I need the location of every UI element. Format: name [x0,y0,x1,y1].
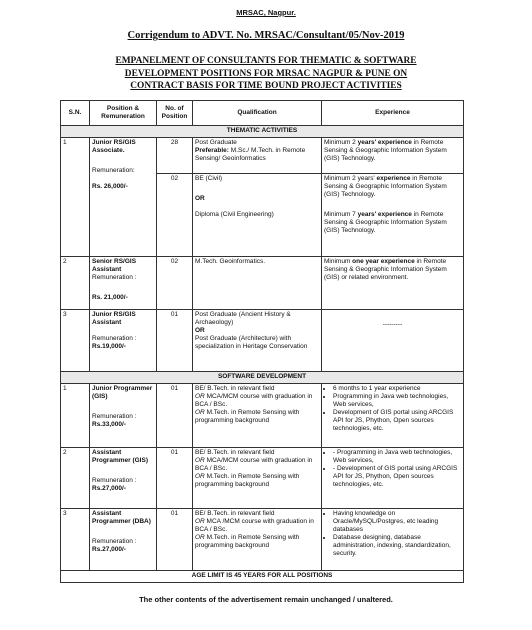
experience-list [324,385,461,433]
qualification-emphasis: Preferable: [195,147,229,154]
row-qualification [193,448,322,509]
position-title: Junior RS/GIS Assistant [92,311,136,326]
qualification-line: Post Graduate [195,139,237,146]
header-qualification: Qualification [193,101,322,126]
table-row [61,509,464,571]
or-label: OR [195,195,205,202]
positions-table [60,100,464,583]
row-sn: 2 [61,257,90,310]
qualification-line: BE/ B.Tech. in relevant field [195,385,275,392]
list-item: • - Development of GIS portal using ARCGIS API for JS, Phython, Open sources technologies, etc. [333,465,461,489]
advertisement-heading [70,55,462,93]
experience-emphasis: years' experience [357,139,412,146]
or-label: OR [195,327,205,334]
experience-block [324,211,461,235]
row-qualification [193,310,322,372]
remuneration-value: Rs.19,000/- [92,343,126,350]
row-qualification [193,174,322,257]
remuneration-value: Rs. 21,000/- [92,294,128,301]
qualification-text: MCA/MCM course with graduation in BCA / BSc. [195,457,313,472]
heading-line-1: EMPANELMENT OF CONSULTANTS FOR THEMATIC & SOFTWARE [115,56,417,66]
header-experience: Experience [322,101,464,126]
row-experience [322,509,464,571]
qualification-text: M.Sc./ M.Tech. in Remote Sensing/ Geoinformatics [195,147,306,162]
experience-text: --------- [382,321,403,328]
experience-text: in Remote Sensing & Geographic Information System (GIS) Technology. [324,139,447,162]
experience-text: Minimum 2 years' [324,175,377,182]
position-title: Junior Programmer (GIS) [92,385,153,400]
qualification-line [195,473,319,489]
row-no-of-position: 01 [157,384,193,448]
row-position [90,384,157,448]
row-experience [322,384,464,448]
qualification-line: Post Graduate (Architecture) with specialization in Heritage Conservation [195,335,308,350]
qualification-line: BE/ B.Tech. in relevant field [195,510,275,517]
header-position: Position & Remuneration [90,101,157,126]
table-row [61,138,464,174]
experience-text: Minimum 7 [324,211,358,218]
row-position [90,257,157,310]
row-position [90,509,157,571]
section-software: SOFTWARE DEVELOPMENT [61,372,464,384]
header-sn: S.N. [61,101,90,126]
table-row [61,257,464,310]
row-no-of-position: 01 [157,448,193,509]
experience-block [324,175,461,199]
qualification-text: MCA /MCM course with graduation in BCA / BSc. [195,518,314,533]
position-title: Assistant Programmer (DBA) [92,510,151,525]
qualification-text: M.Tech. in Remote Sensing with programming background [195,534,300,549]
row-experience [322,174,464,257]
corrigendum-title: Corrigendum to ADVT. No. MRSAC/Consultant/05/Nov-2019 [127,30,405,41]
or-label: OR [195,473,205,480]
qualification-text: MCA/MCM course with graduation in BCA / BSc. [195,393,313,408]
row-qualification [193,384,322,448]
row-qualification [193,138,322,174]
section-thematic: THEMATIC ACTIVITIES [61,126,464,138]
qualification-line: Post Graduate (Ancient History & Archaeology) [195,311,291,326]
or-label: OR [195,409,205,416]
experience-emphasis: years' experience [357,211,412,218]
age-limit-row: AGE LIMIT IS 45 YEARS FOR ALL POSITIONS [61,571,464,583]
row-no-of-position: 28 [157,138,193,174]
table-row [61,448,464,509]
row-experience [322,310,464,372]
position-title: Junior RS/GIS Associate. [92,139,136,154]
table-row [61,384,464,448]
qualification-text: M.Tech. in Remote Sensing with programming background [195,473,300,488]
remuneration-value: Rs. 26,000/- [92,183,128,190]
row-experience [322,257,464,310]
qualification-line [195,518,319,534]
row-sn: 1 [61,138,90,257]
row-sn: 2 [61,448,90,509]
or-label: OR [195,457,205,464]
experience-text: Minimum [324,258,353,265]
position-title: Senior RS/GIS Assistant [92,258,137,273]
heading-line-3: CONTRACT BASIS FOR TIME BOUND PROJECT ACTIVITIES [130,81,402,91]
qualification-line [195,534,319,550]
qualification-line: BE/ B.Tech. in relevant field [195,449,275,456]
row-sn: 3 [61,509,90,571]
row-sn: 3 [61,310,90,372]
experience-emphasis: one year experience [352,258,415,265]
remuneration-label: Remuneration: [92,167,135,174]
list-item: • - Programming in Java web technologies, Web services, [333,449,461,465]
table-header-row [61,101,464,126]
or-label: OR [195,534,205,541]
list-item: • Development of GIS portal using ARCGIS API for JS, Phython, Open sources technologies, etc. [333,409,461,433]
row-no-of-position: 02 [157,257,193,310]
remuneration-label: Remuneration : [92,538,137,545]
list-item: • Having knowledge on Oracle/MySQL/Postgres, etc leading databases [333,510,461,534]
row-qualification [193,509,322,571]
table-row [61,310,464,372]
row-qualification: M.Tech. Geoinformatics. [193,257,322,310]
qualification-line [195,409,319,425]
row-no-of-position: 01 [157,509,193,571]
header-no-of-position: No. of Position [157,101,193,126]
remuneration-label: Remuneration : [92,274,137,281]
or-label: OR [195,518,205,525]
heading-line-2: DEVELOPMENT POSITIONS FOR MRSAC NAGPUR & PUNE ON [124,68,408,79]
qualification-line: BE (Civil) [195,175,223,182]
experience-text: in Remote Sensing & Geographic Information System (GIS) Technology. [324,175,447,198]
experience-emphasis: experience [376,175,411,182]
remuneration-label: Remuneration : [92,335,137,342]
experience-text: Minimum 2 [324,139,358,146]
list-item: • 6 months to 1 year experience [333,385,461,393]
row-position [90,138,157,257]
experience-list [324,510,461,558]
row-experience [322,448,464,509]
row-no-of-position: 02 [157,174,193,257]
organization-name: MRSAC, Nagpur. [236,8,296,17]
experience-text: in Remote Sensing & Geographic Information System (GIS) Technology. [324,211,447,234]
row-position [90,448,157,509]
row-experience [322,138,464,174]
or-label: OR [195,393,205,400]
qualification-line [195,393,319,409]
row-no-of-position: 01 [157,310,193,372]
list-item: • Database designing, database administration, indexing, standardization, security. [333,534,461,558]
qualification-text: M.Tech. in Remote Sensing with programming background [195,409,300,424]
row-position [90,310,157,372]
experience-list [324,449,461,489]
remuneration-value: Rs.27,000/- [92,485,126,492]
remuneration-label: Remuneration : [92,477,137,484]
position-title: Assistant Programmer (GIS) [92,449,148,464]
list-item: • Programming in Java web technologies, Web services, [333,393,461,409]
remuneration-label: Remuneration : [92,413,137,420]
qualification-line [195,147,319,163]
row-sn: 1 [61,384,90,448]
experience-text: in Remote Sensing & Geographic Information System (GIS) or related environment. [324,258,447,281]
qualification-line: Diploma (Civil Engineering) [195,211,274,218]
footer-note: The other contents of the advertisement remain unchanged / unaltered. [139,595,393,604]
remuneration-value: Rs.33,000/- [92,421,126,428]
remuneration-value: Rs.27,000/- [92,546,126,553]
qualification-line [195,457,319,473]
